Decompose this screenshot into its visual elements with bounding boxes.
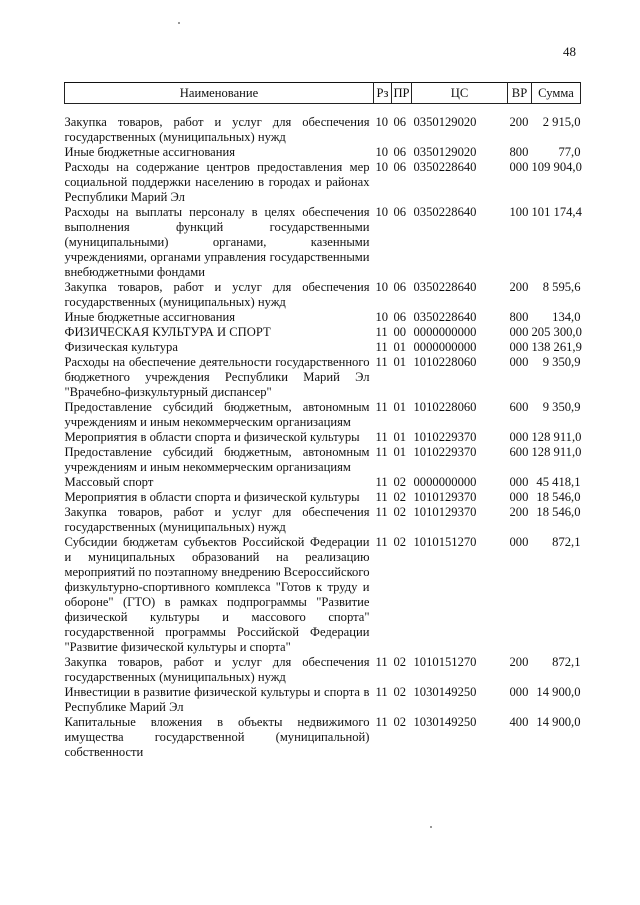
- row-cs: 0350129020: [413, 115, 477, 129]
- row-vr: 000: [509, 685, 529, 699]
- row-sum: 109 904,0: [531, 160, 582, 174]
- row-name: Закупка товаров, работ и услуг для обеспечения государственных (муниципальных) нужд: [64, 280, 370, 309]
- row-pr: 00: [393, 325, 407, 339]
- row-rz: 10: [375, 310, 389, 324]
- row-name: Расходы на содержание центров предоставления мер социальной поддержки населению в городах и районах Республики Марий Эл: [64, 160, 370, 204]
- row-rz: 10: [375, 160, 389, 174]
- row-pr: 02: [393, 475, 407, 489]
- row-cs: 0350228640: [413, 280, 477, 294]
- row-pr: 02: [393, 535, 407, 549]
- table-row: [65, 475, 581, 490]
- row-name: ФИЗИЧЕСКАЯ КУЛЬТУРА И СПОРТ: [64, 325, 271, 339]
- header-vr: ВР: [508, 83, 532, 104]
- row-pr: 06: [393, 115, 407, 129]
- table-row: [65, 310, 581, 325]
- scan-speck: [430, 826, 432, 828]
- row-sum: 18 546,0: [536, 490, 581, 504]
- row-sum: 77,0: [558, 145, 581, 159]
- row-name: Массовый спорт: [64, 475, 154, 489]
- row-name: Физическая культура: [64, 340, 178, 354]
- table-row: [65, 490, 581, 505]
- row-pr: 01: [393, 340, 407, 354]
- row-name: Предоставление субсидий бюджетным, автономным учреждениям и иным некоммерческим организациям: [64, 445, 370, 474]
- row-cs: 0350228640: [413, 205, 477, 219]
- row-cs: 1010151270: [413, 535, 477, 549]
- row-sum: 2 915,0: [542, 115, 581, 129]
- row-vr: 000: [509, 490, 529, 504]
- row-rz: 11: [375, 430, 388, 444]
- row-pr: 06: [393, 310, 407, 324]
- row-pr: 06: [393, 160, 407, 174]
- row-pr: 02: [393, 715, 407, 729]
- row-vr: 000: [509, 355, 529, 369]
- row-vr: 000: [509, 535, 529, 549]
- row-rz: 11: [375, 715, 388, 729]
- row-cs: 0350228640: [413, 310, 477, 324]
- row-sum: 138 261,9: [531, 340, 582, 354]
- table-header-row: [65, 83, 581, 104]
- header-rz: Рз: [374, 83, 392, 104]
- row-cs: 1010129370: [413, 505, 477, 519]
- row-rz: 10: [375, 145, 389, 159]
- row-sum: 8 595,6: [542, 280, 581, 294]
- table-row: [65, 400, 581, 430]
- header-sum: Сумма: [532, 83, 581, 104]
- row-vr: 600: [509, 445, 529, 459]
- row-name: Субсидии бюджетам субъектов Российской Федерации и муниципальных образований на реализацию мероприятий по поэтапному внедрению Всероссийского физкультурно-спортивного комплекса "Готов к труду и обороне" (ГТО) в рамках подпрограммы "Развитие физической культуры и массового спорта" государственной программы Российской Федерации "Развитие физической культуры и спорта": [64, 535, 370, 654]
- row-cs: 0350228640: [413, 160, 477, 174]
- row-pr: 06: [393, 205, 407, 219]
- row-name: Расходы на выплаты персоналу в целях обеспечения выполнения функций государственными (муниципальными) органами, казенными учреждениями, органами управления государственными внебюджетными фондами: [64, 205, 370, 279]
- row-rz: 11: [375, 655, 388, 669]
- budget-table: [64, 82, 581, 760]
- row-rz: 10: [375, 115, 389, 129]
- row-rz: 11: [375, 340, 388, 354]
- row-name: Закупка товаров, работ и услуг для обеспечения государственных (муниципальных) нужд: [64, 505, 370, 534]
- table-row: [65, 505, 581, 535]
- row-pr: 02: [393, 655, 407, 669]
- row-name: Капитальные вложения в объекты недвижимого имущества государственной (муниципальной) собственности: [64, 715, 370, 759]
- table-row: [65, 655, 581, 685]
- row-cs: 1010151270: [413, 655, 477, 669]
- row-name: Инвестиции в развитие физической культуры и спорта в Республике Марий Эл: [64, 685, 370, 714]
- row-vr: 200: [509, 655, 529, 669]
- row-pr: 01: [393, 400, 407, 414]
- row-vr: 200: [509, 505, 529, 519]
- header-name: Наименование: [65, 83, 374, 104]
- row-cs: 1010228060: [413, 400, 477, 414]
- row-cs: 1010229370: [413, 430, 477, 444]
- row-sum: 9 350,9: [542, 355, 581, 369]
- row-cs: 1010129370: [413, 490, 477, 504]
- row-cs: 1010229370: [413, 445, 477, 459]
- row-name: Предоставление субсидий бюджетным, автономным учреждениям и иным некоммерческим организациям: [64, 400, 370, 429]
- row-pr: 01: [393, 445, 407, 459]
- row-rz: 11: [375, 505, 388, 519]
- table-row: [65, 715, 581, 760]
- table-body: [65, 104, 581, 761]
- row-vr: 000: [509, 430, 529, 444]
- row-vr: 000: [509, 325, 529, 339]
- row-name: Иные бюджетные ассигнования: [64, 310, 236, 324]
- row-sum: 101 174,4: [531, 205, 582, 219]
- row-pr: 01: [393, 430, 407, 444]
- row-name: Закупка товаров, работ и услуг для обеспечения государственных (муниципальных) нужд: [64, 115, 370, 144]
- table-row: [65, 685, 581, 715]
- row-rz: 11: [375, 475, 388, 489]
- header-cs: ЦС: [412, 83, 508, 104]
- row-vr: 000: [509, 160, 529, 174]
- table-row: [65, 160, 581, 205]
- row-rz: 11: [375, 445, 388, 459]
- row-rz: 11: [375, 355, 388, 369]
- table-row: [65, 104, 581, 146]
- row-rz: 11: [375, 535, 388, 549]
- row-vr: 400: [509, 715, 529, 729]
- row-pr: 06: [393, 280, 407, 294]
- row-sum: 18 546,0: [536, 505, 581, 519]
- row-cs: 0350129020: [413, 145, 477, 159]
- row-name: Закупка товаров, работ и услуг для обеспечения государственных (муниципальных) нужд: [64, 655, 370, 684]
- scan-speck: [178, 22, 180, 24]
- row-rz: 11: [375, 400, 388, 414]
- row-rz: 10: [375, 280, 389, 294]
- row-vr: 800: [509, 145, 529, 159]
- row-name: Мероприятия в области спорта и физической культуры: [64, 490, 360, 504]
- row-cs: 1010228060: [413, 355, 477, 369]
- row-sum: 14 900,0: [536, 715, 581, 729]
- row-cs: 0000000000: [413, 325, 477, 339]
- row-name: Мероприятия в области спорта и физической культуры: [64, 430, 360, 444]
- row-rz: 11: [375, 325, 388, 339]
- table-row: [65, 355, 581, 400]
- table-row: [65, 280, 581, 310]
- table-row: [65, 340, 581, 355]
- row-sum: 205 300,0: [531, 325, 582, 339]
- row-rz: 10: [375, 205, 389, 219]
- row-pr: 02: [393, 490, 407, 504]
- row-cs: 0000000000: [413, 340, 477, 354]
- header-pr: ПР: [392, 83, 412, 104]
- row-pr: 06: [393, 145, 407, 159]
- row-vr: 800: [509, 310, 529, 324]
- row-pr: 02: [393, 685, 407, 699]
- page-number: 48: [563, 44, 576, 59]
- row-rz: 11: [375, 490, 388, 504]
- row-rz: 11: [375, 685, 388, 699]
- row-pr: 02: [393, 505, 407, 519]
- table-row: [65, 535, 581, 655]
- row-sum: 128 911,0: [531, 445, 582, 459]
- row-vr: 200: [509, 115, 529, 129]
- row-name: Расходы на обеспечение деятельности государственного бюджетного учреждения Республики Марий Эл "Врачебно-физкультурный диспансер": [64, 355, 370, 399]
- table-row: [65, 445, 581, 475]
- table-row: [65, 205, 581, 280]
- row-pr: 01: [393, 355, 407, 369]
- row-vr: 200: [509, 280, 529, 294]
- row-vr: 000: [509, 475, 529, 489]
- row-cs: 0000000000: [413, 475, 477, 489]
- row-sum: 872,1: [552, 655, 581, 669]
- row-vr: 000: [509, 340, 529, 354]
- row-vr: 600: [509, 400, 529, 414]
- row-sum: 14 900,0: [536, 685, 581, 699]
- row-cs: 1030149250: [413, 715, 477, 729]
- table-row: [65, 145, 581, 160]
- row-name: Иные бюджетные ассигнования: [64, 145, 236, 159]
- row-cs: 1030149250: [413, 685, 477, 699]
- row-sum: 134,0: [552, 310, 581, 324]
- table-row: [65, 430, 581, 445]
- row-sum: 872,1: [552, 535, 581, 549]
- row-sum: 128 911,0: [531, 430, 582, 444]
- row-sum: 45 418,1: [536, 475, 581, 489]
- table-row: [65, 325, 581, 340]
- row-vr: 100: [509, 205, 529, 219]
- row-sum: 9 350,9: [542, 400, 581, 414]
